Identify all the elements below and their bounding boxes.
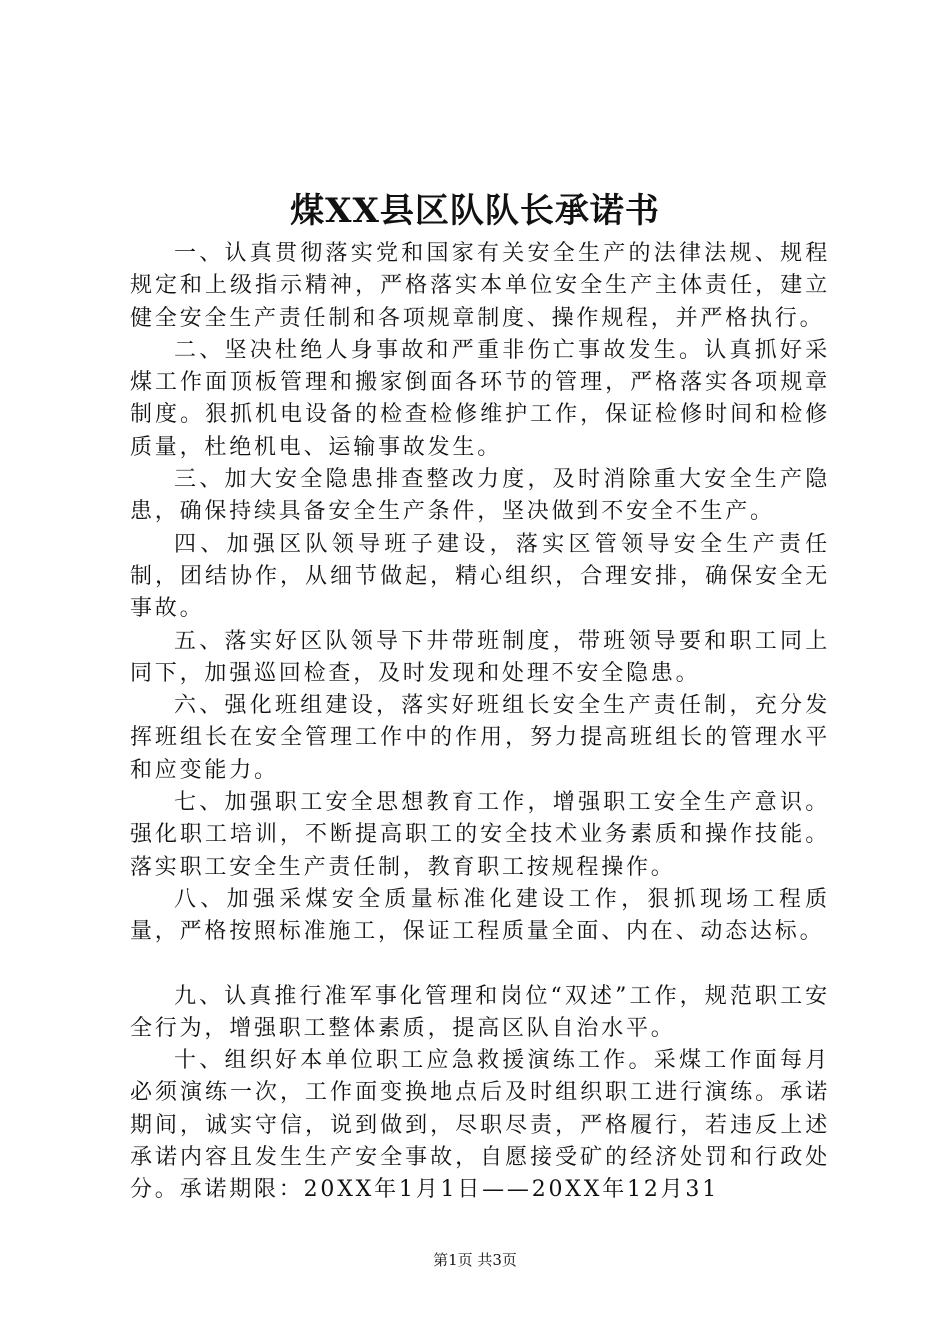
document-title: 煤XX县区队队长承诺书 — [290, 191, 660, 231]
page-number-footer: 第1页 共3页 — [433, 1251, 517, 1269]
paragraph-7: 七、加强职工安全思想教育工作，增强职工安全生产意识。强化职工培训，不断提高职工的安全技术业务素质和操作技能。落实职工安全生产责任制，教育职工按规程操作。 — [130, 790, 830, 880]
paragraph-8: 八、加强采煤安全质量标准化建设工作，狠抓现场工程质量，严格按照标准施工，保证工程质量全面、内在、动态达标。 — [130, 886, 830, 945]
paragraph-3: 三、加大安全隐患排查整改力度，及时消除重大安全生产隐患，确保持续具备安全生产条件，坚决做到不安全不生产。 — [130, 467, 830, 525]
paragraph-4: 四、加强区队领导班子建设，落实区管领导安全生产责任制，团结协作，从细节做起，精心组织，合理安排，确保安全无事故。 — [130, 531, 830, 622]
paragraph-2: 二、坚决杜绝人身事故和严重非伤亡事故发生。认真抓好采煤工作面顶板管理和搬家倒面各环节的管理，严格落实各项规章制度。狠抓机电设备的检查检修维护工作，保证检修时间和检修质量，杜绝机电、运输事故发生。 — [130, 337, 830, 460]
paragraph-1: 一、认真贯彻落实党和国家有关安全生产的法律法规、规程规定和上级指示精神，严格落实本单位安全生产主体责任，建立健全安全生产责任制和各项规章制度、操作规程，并严格执行。 — [130, 241, 830, 331]
document-body — [130, 238, 830, 1207]
paragraph-6: 六、强化班组建设，落实好班组长安全生产责任制，充分发挥班组长在安全管理工作中的作用，努力提高班组长的管理水平和应变能力。 — [130, 693, 830, 783]
paragraph-10: 十、组织好本单位职工应急救援演练工作。采煤工作面每月必须演练一次，工作面变换地点后及时组织职工进行演练。承诺期间，诚实守信，说到做到，尽职尽责，严格履行，若违反上述承诺内容且发生生产安全事故，自愿接受矿的经济处罚和行政处分。承诺期限：20XX年1月1日——20XX年12月31 — [130, 1048, 830, 1203]
paragraph-5: 五、落实好区队领导下井带班制度，带班领导要和职工同上同下，加强巡回检查，及时发现和处理不安全隐患。 — [130, 628, 830, 686]
paragraph-9: 九、认真推行准军事化管理和岗位“双述”工作，规范职工安全行为，增强职工整体素质，提高区队自治水平。 — [130, 983, 830, 1041]
